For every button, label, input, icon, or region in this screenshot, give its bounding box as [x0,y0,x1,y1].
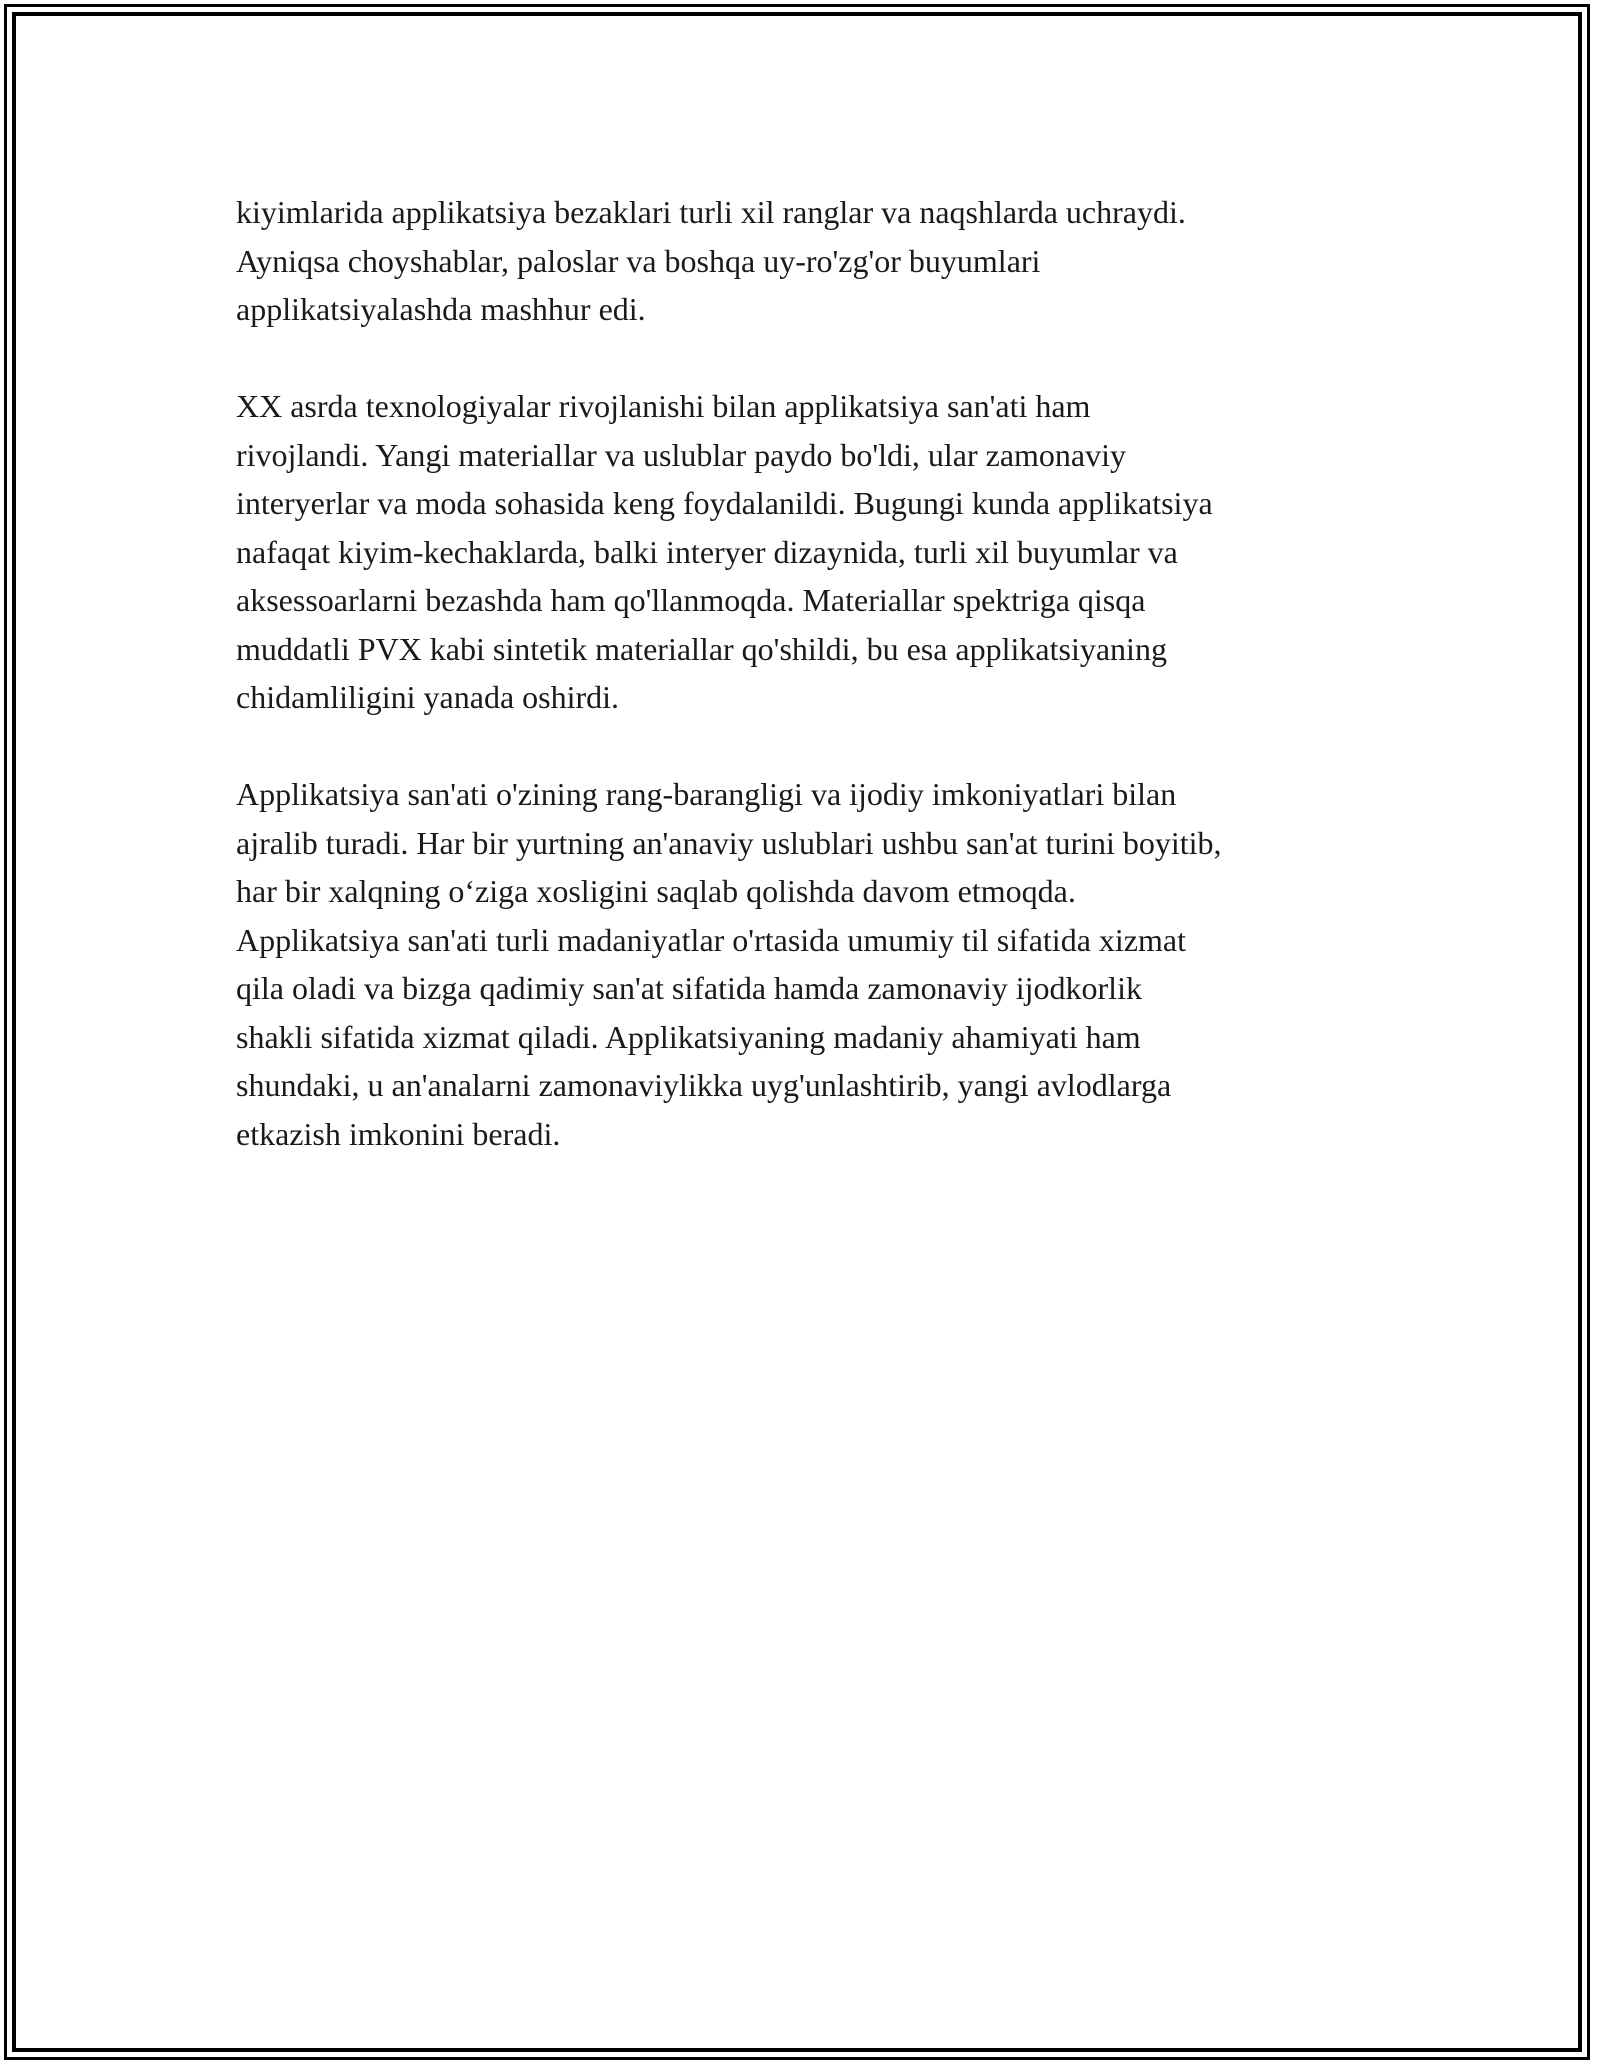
text-line: Applikatsiya san'ati turli madaniyatlar o'rtasida umumiy til sifatida xizmat [236,921,1186,958]
text-line: nafaqat kiyim-kechaklarda, balki interyer dizaynida, turli xil buyumlar va [236,533,1178,570]
paragraph-2 [236,382,1376,722]
text-line: muddatli PVX kabi sintetik materiallar qo'shildi, bu esa applikatsiyaning [236,630,1167,667]
text-line: Applikatsiya san'ati o'zining rang-barangligi va ijodiy imkoniyatlari bilan [236,776,1177,812]
text-line: ajralib turadi. Har bir yurtning an'anaviy uslublari ushbu san'at turini boyitib, [236,824,1222,861]
text-line: shundaki, u an'analarni zamonaviylikka uyg'unlashtirib, yangi avlodlarga [236,1067,1172,1103]
text-line: interyerlar va moda sohasida keng foydalanildi. Bugungi kunda applikatsiya [236,485,1213,521]
text-line: har bir xalqning o‘ziga xosligini saqlab qolishda davom etmoqda. [236,873,1076,909]
text-line: shakli sifatida xizmat qiladi. Applikatsiyaning madaniy ahamiyati ham [236,1018,1141,1055]
text-line: Ayniqsa choyshablar, paloslar va boshqa uy-ro'zg'or buyumlari [236,242,1041,279]
text-line: aksessoarlarni bezashda ham qo'llanmoqda. Materiallar spektriga qisqa [236,582,1146,618]
text-line: applikatsiyalashda mashhur edi. [236,291,646,327]
text-line: kiyimlarida applikatsiya bezaklari turli xil ranglar va naqshlarda uchraydi. [236,194,1186,230]
paragraph-3 [236,770,1376,1158]
paragraph-1 [236,188,1376,334]
text-line: qila oladi va bizga qadimiy san'at sifatida hamda zamonaviy ijodkorlik [236,970,1142,1006]
text-line: XX asrda texnologiyalar rivojlanishi bilan applikatsiya san'ati ham [236,388,1091,424]
document-body [236,188,1376,1207]
text-line: etkazish imkonini beradi. [236,1115,561,1152]
text-line: rivojlandi. Yangi materiallar va uslublar paydo bo'ldi, ular zamonaviy [236,436,1126,473]
text-line: chidamliligini yanada oshirdi. [236,679,620,715]
